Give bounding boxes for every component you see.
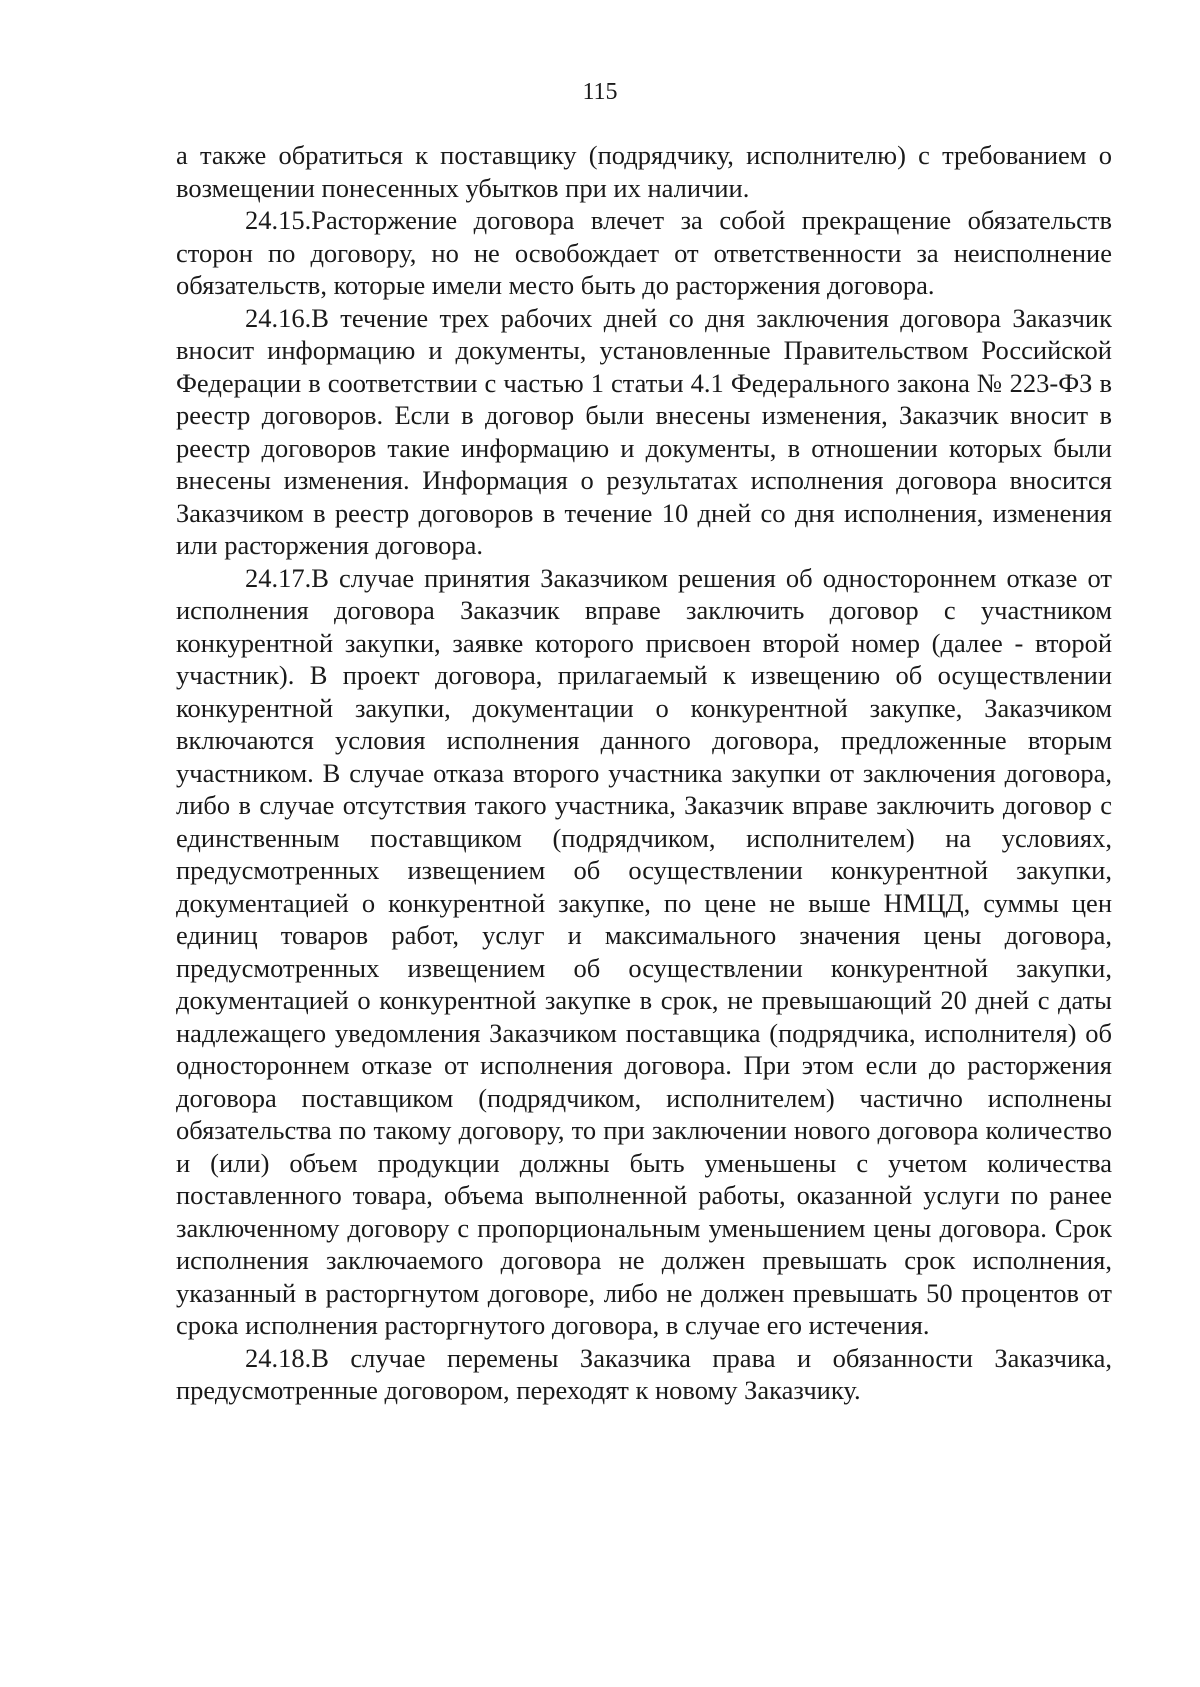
paragraph-24-15: 24.15.Расторжение договора влечет за собой прекращение обязательств сторон по договору, но не освобождает от ответственности за неисполнение обязательств, которые имели место быть до расторжения договора. xyxy=(176,205,1112,300)
paragraph-continuation: а также обратиться к поставщику (подрядчику, исполнителю) с требованием о возмещении понесенных убытков при их наличии. xyxy=(176,140,1112,203)
paragraph-24-17: 24.17.В случае принятия Заказчиком решения об одностороннем отказе от исполнения договора Заказчик вправе заключить договор с участником конкурентной закупки, заявке которого присвоен второй номер (далее - второй участник). В проект договора, прилагаемый к извещению об осуществлении конкурентной закупки, документации о конкурентной закупке, Заказчиком включаются условия исполнения данного договора, предложенные вторым участником. В случае отказа второго участника закупки от заключения договора, либо в случае отсутствия такого участника, Заказчик вправе заключить договор с единственным поставщиком (подрядчиком, исполнителем) на условиях, предусмотренных извещением об осуществлении конкурентной закупки, документацией о конкурентной закупке, по цене не выше НМЦД, суммы цен единиц товаров работ, услуг и максимального значения цены договора, предусмотренных извещением об осуществлении конкурентной закупки, документацией о конкурентной закупке в срок, не превышающий 20 дней с даты надлежащего уведомления Заказчиком поставщика (подрядчика, исполнителя) об одностороннем отказе от исполнения договора. При этом если до расторжения договора поставщиком (подрядчиком, исполнителем) частично исполнены обязательства по такому договору, то при заключении нового договора количество и (или) объем продукции должны быть уменьшены с учетом количества поставленного товара, объема выполненной работы, оказанной услуги по ранее заключенному договору с пропорциональным уменьшением цены договора. Срок исполнения заключаемого договора не должен превышать срок исполнения, указанный в расторгнутом договоре, либо не должен превышать 50 процентов от срока исполнения расторгнутого договора, в случае его истечения. xyxy=(176,562,1112,1340)
page-number: 115 xyxy=(582,79,618,105)
document-body xyxy=(176,139,1112,1407)
paragraph-24-16: 24.16.В течение трех рабочих дней со дня заключения договора Заказчик вносит информацию и документы, установленные Правительством Российской Федерации в соответствии с частью 1 статьи 4.1 Федерального закона № 223-ФЗ в реестр договоров. Если в договор были внесены изменения, Заказчик вносит в реестр договоров такие информацию и документы, в отношении которых были внесены изменения. Информация о результатах исполнения договора вносится Заказчиком в реестр договоров в течение 10 дней со дня исполнения, изменения или расторжения договора. xyxy=(176,302,1112,560)
paragraph-24-18: 24.18.В случае перемены Заказчика права и обязанности Заказчика, предусмотренные договором, переходят к новому Заказчику. xyxy=(176,1342,1112,1405)
